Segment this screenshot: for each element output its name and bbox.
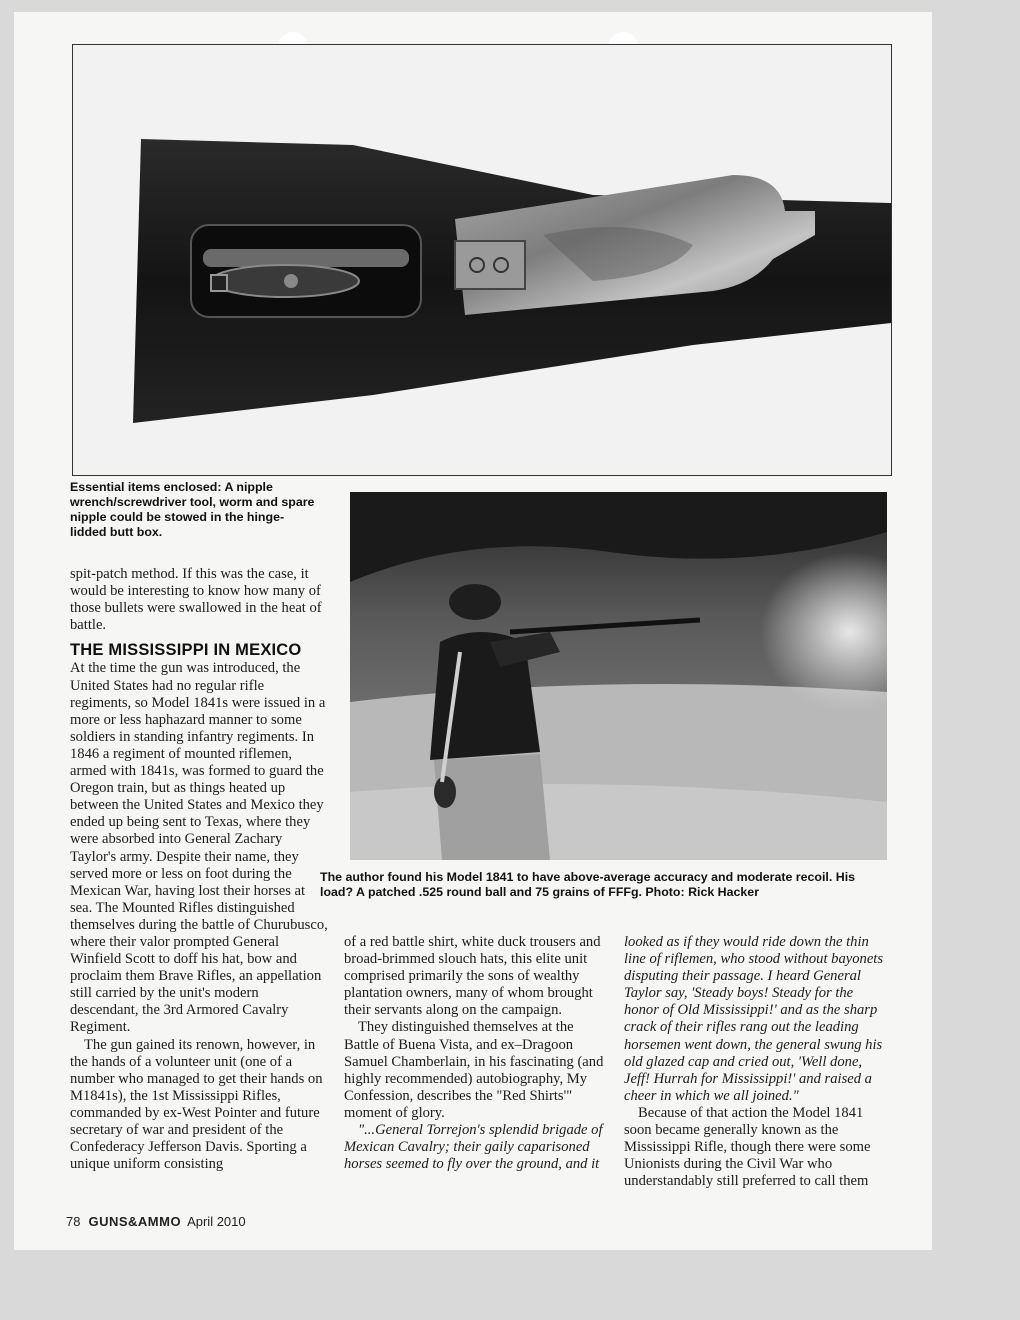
issue-date: April 2010 [187, 1214, 246, 1229]
body-paragraph: of a red battle shirt, white duck trousers and broad-brimmed slouch hats, this elite unit comprised primarily the sons of wealthy plantation owners, many of whom brought their servants along on the campaign. [344, 934, 601, 1019]
body-paragraph: The gun gained its renown, however, in the hands of a volunteer unit (one of a number who managed to get their hands on M1841s), the 1st Mississippi Rifles, commanded by ex-West Pointer and future secretary of war and president of the Confederacy Jefferson Davis. Sporting a unique uniform consisting [70, 1036, 323, 1173]
page-number: 78 [66, 1214, 81, 1229]
shooter-photo [350, 492, 887, 860]
body-paragraph: At the time the gun was introduced, the United States had no regular rifle regiments, so Model 1841s were issued in a more or less haphazard manner to some soldiers in standing infantry regiments. In 1846 a regiment of mounted riflemen, armed with 1841s, was formed to guard the Oregon train, but as things heated up between the United States and Mexico they ended up being sent to Texas, where they were absorbed into General Zachary Taylor's army. Despite their name, they served more or less on foot during the Mexican War, having lost their horses at sea. The Mounted Rifles distinguished themselves during the battle of Churubusco, where their valor prompted General Winfield Scott to doff his hat, bow and proclaim them Brave Rifles, an appellation still carried by the unit's modern descendant, the 3rd Armored Cavalry Regiment. [70, 660, 328, 1036]
magazine-brand: GUNS&AMMO [88, 1214, 182, 1229]
body-paragraph: They distinguished themselves at the Battle of Buena Vista, and ex–Dragoon Samuel Chamberlain, in his fascinating (and highly recommended) autobiography, My Confession, describes the "Red Shirts'" moment of glory. [344, 1019, 604, 1121]
column-2 [344, 934, 606, 1173]
section-heading: THE MISSISSIPPI IN MEXICO [70, 641, 302, 660]
shooter-photo-caption: The author found his Model 1841 to have above-average accuracy and moderate recoil. His load? A patched .525 round ball and 75 grains of FFFg. Photo: Rick Hacker [320, 870, 856, 899]
magazine-page [14, 12, 932, 1250]
column-1 [70, 566, 328, 1173]
intro-paragraph: spit-patch method. If this was the case, it would be interesting to know how many of those bullets were swallowed in the heat of battle. [70, 566, 322, 634]
column-3 [624, 934, 886, 1190]
quote-paragraph: looked as if they would ride down the thin line of riflemen, who stood without bayonets disputing their passage. I heard General Taylor say, 'Steady boys! Steady for the honor of Old Mississippi!' and as the sharp crack of their rifles rang out the leading horsemen went down, the general swung his old glazed cap and cried out, 'Well done, Jeff! Hurrah for Mississippi!' and raised a cheer in which we all joined." [624, 934, 884, 1104]
page-footer [66, 1214, 246, 1229]
body-paragraph: Because of that action the Model 1841 soon became generally known as the Mississippi Rifle, though there were some Unionists during the Civil War who understandably still preferred to call them [624, 1104, 871, 1190]
top-photo-caption: Essential items enclosed: A nipple wrench/screwdriver tool, worm and spare nipple could be stowed in the hinge-lidded butt box. [70, 480, 315, 539]
rifle-butt-photo [72, 44, 892, 476]
quote-paragraph: "...General Torrejon's splendid brigade of Mexican Cavalry; their gaily caparisoned horses seemed to fly over the ground, and it [344, 1122, 603, 1173]
